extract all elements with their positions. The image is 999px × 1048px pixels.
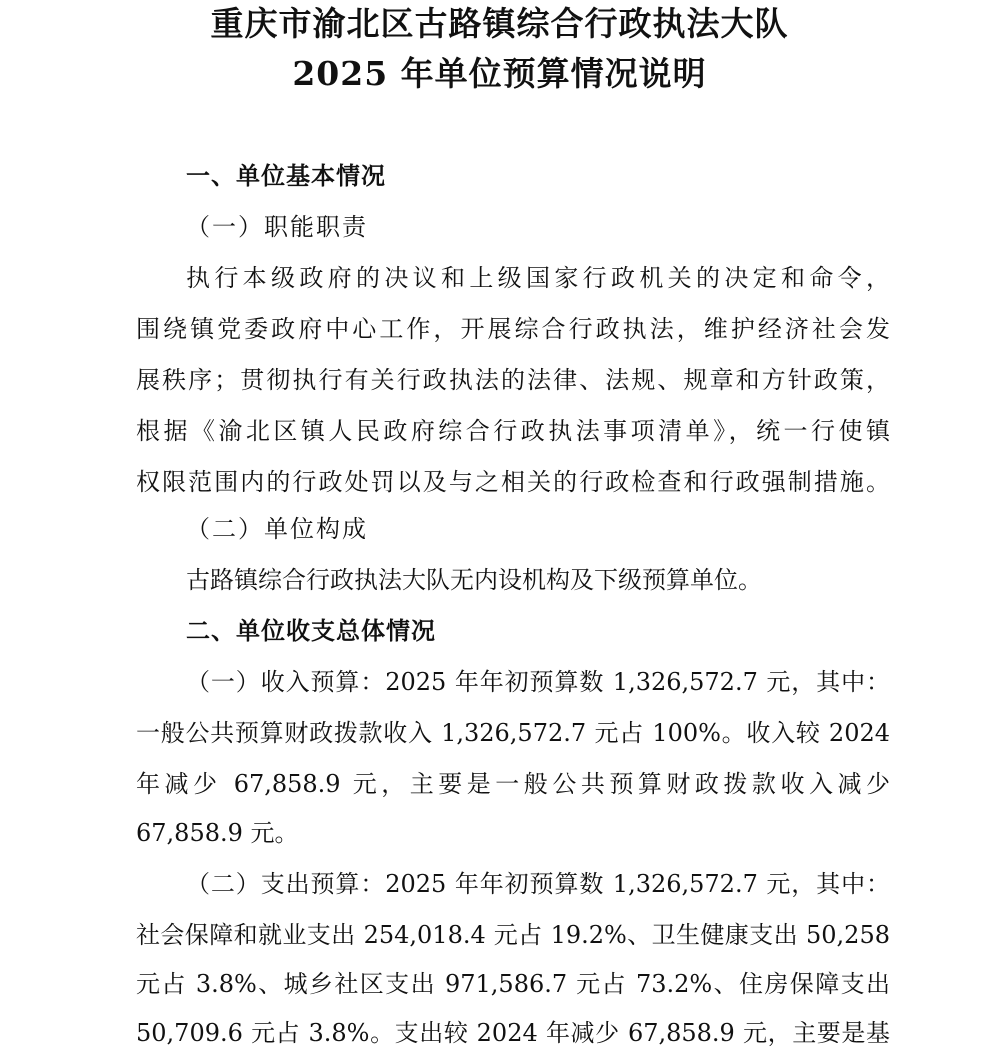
paragraph-line: 权限范围内的行政处罚以及与之相关的行政检查和行政强制措施。 (136, 468, 890, 496)
paragraph-line: 一般公共预算财政拨款收入 1,326,572.7 元占 100%。收入较 2024 (136, 719, 890, 747)
subsection-heading-composition: （二）单位构成 (186, 515, 368, 543)
section-heading-budget-overview: 二、单位收支总体情况 (186, 616, 436, 645)
section-heading-basic-info: 一、单位基本情况 (186, 161, 386, 190)
paragraph-line: 古路镇综合行政执法大队无内设机构及下级预算单位。 (186, 566, 762, 594)
paragraph-line: 年减少 67,858.9 元，主要是一般公共预算财政拨款收入减少 (136, 770, 890, 798)
paragraph-line: 50,709.6 元占 3.8%。支出较 2024 年减少 67,858.9 元，主要是基 (136, 1019, 890, 1047)
document-title-line1: 重庆市渝北区古路镇综合行政执法大队 (210, 4, 789, 43)
paragraph-line: 执行本级政府的决议和上级国家行政机关的决定和命令， (186, 264, 890, 292)
paragraph-line: 围绕镇党委政府中心工作，开展综合行政执法，维护经济社会发 (136, 315, 890, 343)
paragraph-line: 展秩序；贯彻执行有关行政执法的法律、法规、规章和方针政策， (136, 366, 890, 394)
paragraph-line: （一）收入预算：2025 年年初预算数 1,326,572.7 元，其中： (186, 668, 890, 696)
paragraph-line: 67,858.9 元。 (136, 819, 299, 847)
paragraph-line: （二）支出预算：2025 年年初预算数 1,326,572.7 元，其中： (186, 870, 890, 898)
paragraph-line: 根据《渝北区镇人民政府综合行政执法事项清单》，统一行使镇 (136, 417, 890, 445)
paragraph-line: 元占 3.8%、城乡社区支出 971,586.7 元占 73.2%、住房保障支出 (136, 970, 890, 998)
document-title-line2: 2025 年单位预算情况说明 (292, 54, 707, 93)
paragraph-line: 社会保障和就业支出 254,018.4 元占 19.2%、卫生健康支出 50,258 (136, 921, 890, 949)
subsection-heading-functions: （一）职能职责 (186, 213, 368, 241)
